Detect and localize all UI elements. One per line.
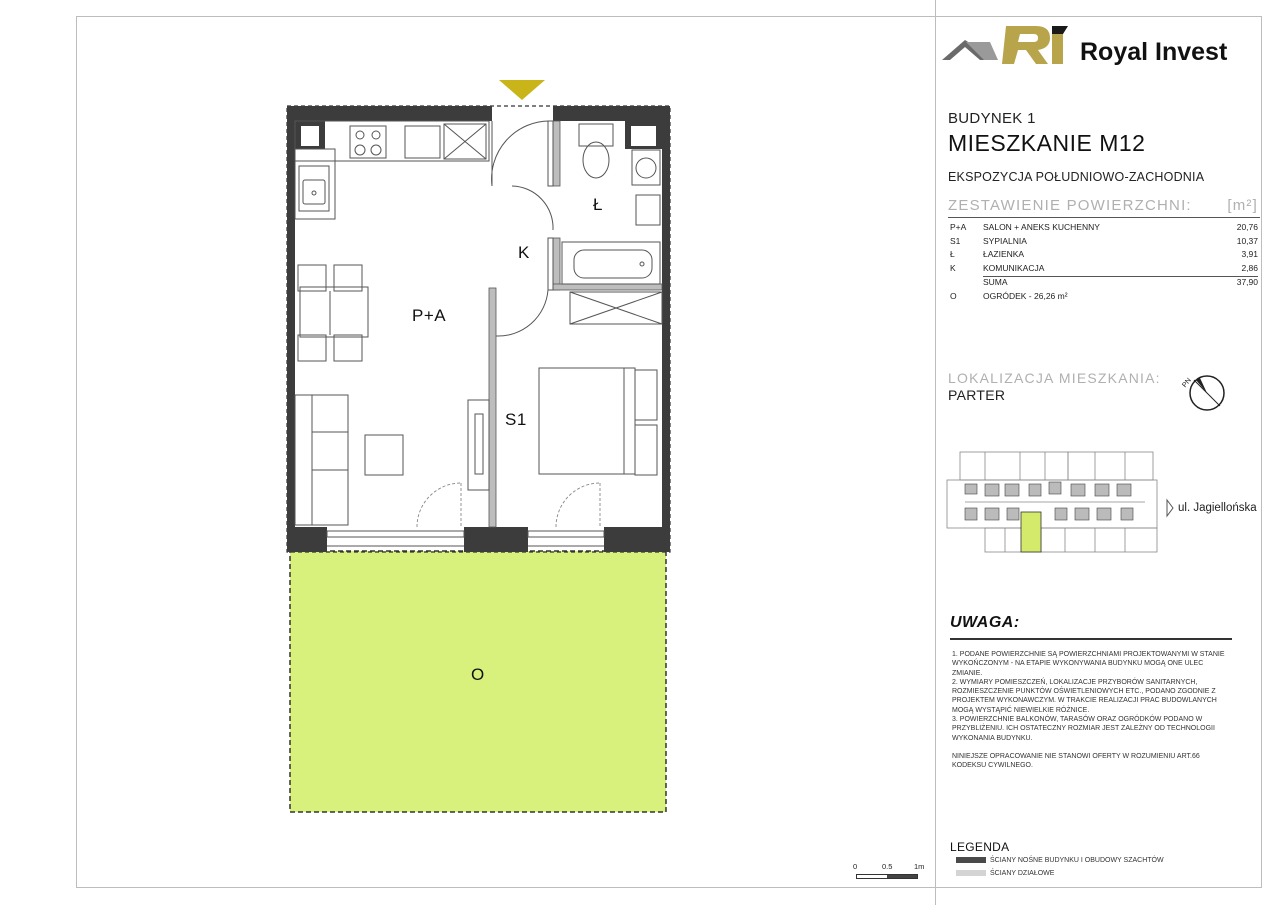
area-code: O xyxy=(950,290,957,301)
area-name: OGRÓDEK - 26,26 m² xyxy=(983,290,1068,301)
legend-label: ŚCIANY NOŚNE BUDYNKU I OBUDOWY SZACHTÓW xyxy=(990,857,1164,864)
legend-item-bearing xyxy=(956,857,1164,864)
area-name: SALON + ANEKS KUCHENNY xyxy=(983,222,1100,232)
room-label-bathroom: Ł xyxy=(593,195,603,214)
area-heading-text: ZESTAWIENIE POWIERZCHNI: xyxy=(948,197,1192,214)
north-label: PN xyxy=(1181,377,1193,390)
room-label-living: P+A xyxy=(412,306,447,325)
exposure-label: EKSPOZYCJA POŁUDNIOWO-ZACHODNIA xyxy=(948,170,1205,184)
building-label: BUDYNEK 1 xyxy=(948,110,1036,127)
note-disclaimer: NINIEJSZE OPRACOWANIE NIE STANOWI OFERTY W ROZUMIENIU ART.66 KODEKSU CYWILNEGO. xyxy=(952,752,1200,770)
legend-item-partition xyxy=(956,870,1054,877)
area-name: ŁAZIENKA xyxy=(983,249,1025,259)
area-code: Ł xyxy=(950,249,955,259)
area-sum-label: SUMA xyxy=(983,277,1008,287)
area-value: 10,37 xyxy=(1236,235,1258,246)
notes-heading: UWAGA: xyxy=(950,614,1232,640)
site-plan xyxy=(945,450,1175,555)
area-garden-row xyxy=(950,291,1258,305)
area-value: 20,76 xyxy=(1236,222,1258,232)
area-code: S1 xyxy=(950,235,961,246)
area-row xyxy=(950,249,1258,263)
apartment-title: MIESZKANIE M12 xyxy=(948,130,1146,156)
area-row xyxy=(950,263,1258,277)
scale-label-0: 0 xyxy=(853,862,858,871)
area-name: KOMUNIKACJA xyxy=(983,262,1045,273)
room-label-corridor: K xyxy=(518,243,530,262)
location-heading: LOKALIZACJA MIESZKANIA: xyxy=(948,370,1161,386)
apartment-highlight xyxy=(1021,512,1041,552)
area-name: SYPIALNIA xyxy=(983,235,1027,246)
area-sum-row xyxy=(983,276,1258,291)
legend-swatch xyxy=(956,870,986,876)
room-label-bedroom: S1 xyxy=(505,410,527,429)
area-value: 3,91 xyxy=(1241,249,1258,259)
scale-label-1m: 1m xyxy=(914,862,925,871)
legend-heading: LEGENDA xyxy=(950,840,1010,854)
sofa xyxy=(295,395,403,525)
note-item: 2. WYMIARY POMIESZCZEŃ, LOKALIZACJE PRZYBORÓW SANITARNYCH, ROZMIESZCZENIE PUNKTÓW OŚWIETLENIOWYCH ETC., PODANO ZGODNIE Z PROJEKTEM WYKONAWCZYM. W TRAKCIE REALIZACJI PRAC BUDOWLANYCH MOGĄ WYSTĄPIĆ NIEWIELKIE RÓŻNICE. xyxy=(952,678,1217,714)
wardrobe xyxy=(570,292,662,324)
note-item: 1. PODANE POWIERZCHNIE SĄ POWIERZCHNIAMI PROJEKTOWANYMI W STANIE WYKOŃCZONYM - NA ETAPIE WYKONYWANIA BUDYNKU MOGĄ ONE ULEC ZMIANIE. xyxy=(952,651,1225,677)
legend-label: ŚCIANY DZIAŁOWE xyxy=(990,870,1055,877)
dining-table xyxy=(298,265,368,361)
area-row xyxy=(950,222,1258,236)
tv-unit xyxy=(468,400,489,490)
area-code: K xyxy=(950,262,956,273)
bed xyxy=(539,368,657,475)
area-table-heading xyxy=(948,197,1260,218)
scale-label-half: 0.5 xyxy=(882,862,893,871)
location-floor: PARTER xyxy=(948,387,1006,403)
panel-divider xyxy=(935,0,936,905)
area-sum-value: 37,90 xyxy=(1236,277,1258,287)
area-code: P+A xyxy=(950,222,967,232)
street-label: ul. Jagiellońska xyxy=(1178,502,1257,514)
brand-name: Royal Invest xyxy=(1080,38,1228,66)
bearing-walls xyxy=(287,106,670,552)
entrance-marker-icon xyxy=(499,80,545,100)
area-value: 2,86 xyxy=(1241,262,1258,273)
apartment-outline xyxy=(287,106,670,552)
area-table xyxy=(950,222,1258,304)
room-label-garden: O xyxy=(471,665,485,684)
note-item: 3. POWIERZCHNIE BALKONÓW, TARASÓW ORAZ OGRÓDKÓW PODANO W PRZYBLIŻENIU. ICH OSTATECZNY ROZMIAR JEST ZALEŻNY OD TECHNOLOGII WYKONANIA BUDYNKU. xyxy=(952,716,1215,742)
area-unit: [m²] xyxy=(1227,197,1258,214)
notes-block xyxy=(952,650,1232,771)
area-row xyxy=(950,236,1258,250)
legend-swatch xyxy=(956,857,986,863)
compass-icon xyxy=(1178,370,1228,415)
scale-bar xyxy=(853,862,923,884)
